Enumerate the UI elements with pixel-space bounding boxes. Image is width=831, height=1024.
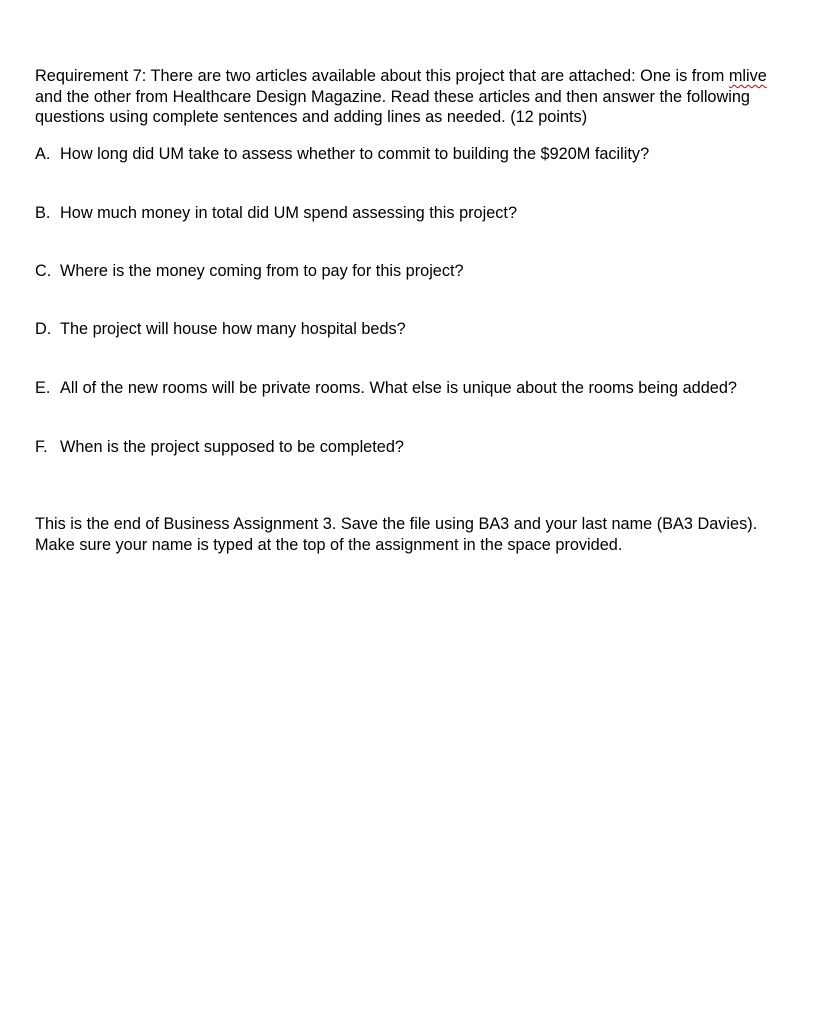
requirement-line-2: and the other from Healthcare Design Magazine. Read these articles and then answer the following — [35, 87, 750, 106]
question-letter: E. — [35, 379, 51, 397]
closing-line-2: Make sure your name is typed at the top of the assignment in the space provided. — [35, 535, 623, 554]
question-letter: A. — [35, 145, 51, 163]
question-letter: C. — [35, 262, 52, 280]
requirement-line-1 — [35, 66, 815, 87]
question-text: The project will house how many hospital beds? — [60, 320, 406, 338]
question-text: All of the new rooms will be private rooms. What else is unique about the rooms being added? — [60, 379, 737, 397]
question-letter: D. — [35, 320, 52, 338]
question-e — [35, 378, 815, 398]
closing-line-1: This is the end of Business Assignment 3. Save the file using BA3 and your last name (BA3 Davies). — [35, 515, 758, 533]
question-d — [35, 319, 815, 339]
misspelled-word: mlive — [728, 67, 767, 85]
requirement-line-3: questions using complete sentences and adding lines as needed. (12 points) — [35, 108, 588, 126]
question-b — [35, 203, 815, 223]
question-text: When is the project supposed to be completed? — [60, 438, 404, 456]
question-letter: B. — [35, 204, 51, 222]
question-c — [35, 261, 815, 281]
question-text: How much money in total did UM spend assessing this project? — [60, 204, 517, 222]
requirement-line-1-text: Requirement 7: There are two articles available about this project that are attached: One is from — [35, 67, 729, 85]
closing-paragraph — [35, 514, 825, 555]
requirement-paragraph — [35, 66, 815, 128]
question-a — [35, 144, 815, 164]
question-f — [35, 437, 815, 457]
question-text: How long did UM take to assess whether to commit to building the $920M facility? — [60, 145, 650, 163]
question-text: Where is the money coming from to pay for this project? — [60, 262, 464, 280]
question-letter: F. — [35, 438, 48, 456]
